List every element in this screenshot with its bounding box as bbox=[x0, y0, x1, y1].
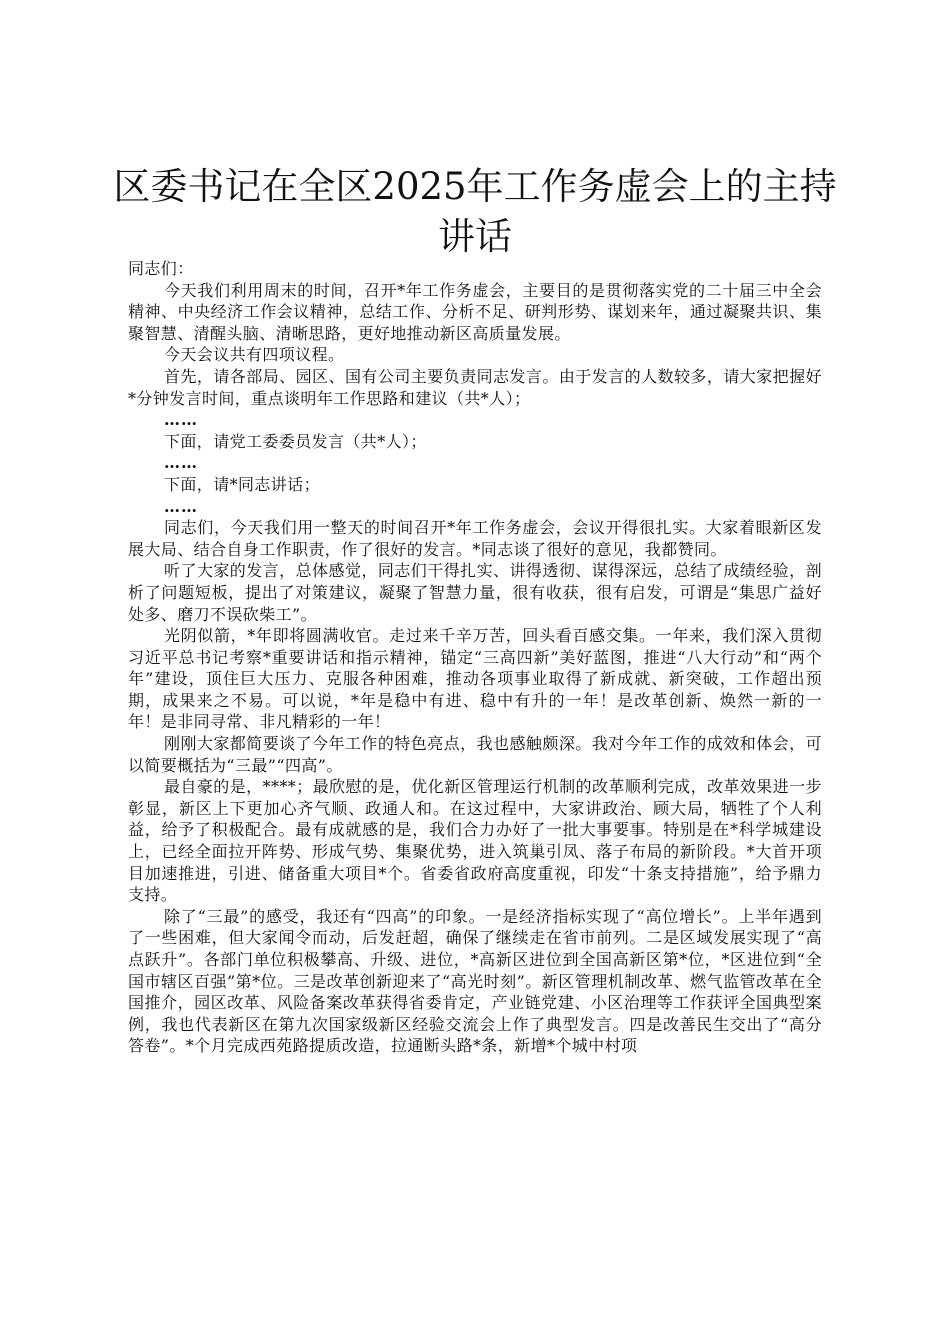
document-body bbox=[128, 258, 822, 1057]
paragraph: 下面，请*同志讲话； bbox=[164, 474, 321, 494]
paragraph: 最自豪的是，****；最欣慰的是，优化新区管理运行机制的改革顺利完成，改革效果进一步彰显，新区上下更加心齐气顺、政通人和。在这过程中，大家讲政治、顾大局，牺牲了个人利益，给予了积极配合。最有成就感的是，我们合力办好了一批大事要事。特别是在*科学城建设上，已经全面拉开阵势、形成气势、集聚优势，进入筑巢引凤、落子布局的新阶段。*大首开项目加速推进，引进、储备重大项目*个。省委省政府高度重视，印发“十条支持措施”，给予鼎力支持。 bbox=[128, 777, 822, 905]
paragraph: 同志们，今天我们用一整天的时间召开*年工作务虚会，会议开得很扎实。大家着眼新区发展大局、结合自身工作职责，作了很好的发言。*同志谈了很好的意见，我都赞同。 bbox=[128, 518, 822, 559]
paragraph: 听了大家的发言，总体感觉，同志们干得扎实、讲得透彻、谋得深远，总结了成绩经验，剖析了问题短板，提出了对策建议，凝聚了智慧力量，很有收获，很有启发，可谓是“集思广益好处多、磨刀不误砍柴工”。 bbox=[128, 561, 822, 624]
document-title: 区委书记在全区2025年工作务虚会上的主持讲话 bbox=[113, 165, 837, 258]
paragraph: 光阴似箭，*年即将圆满收官。走过来千辛万苦，回头看百感交集。一年来，我们深入贯彻习近平总书记考察*重要讲话和指示精神，锚定“三高四新”美好蓝图，推进“八大行动”和“两个年”建设，顶住巨大压力、克服各种困难，推动各项事业取得了新成就、新突破，工作超出预期，成果来之不易。可以说，*年是稳中有进、稳中有升的一年！是改革创新、焕然一新的一年！是非同寻常、非凡精彩的一年！ bbox=[128, 626, 822, 732]
ellipsis-line: …… bbox=[164, 496, 198, 516]
paragraph: 今天会议共有四项议程。 bbox=[164, 345, 345, 365]
paragraph: 今天我们利用周末的时间，召开*年工作务虚会，主要目的是贯彻落实党的二十届三中全会精神、中央经济工作会议精神，总结工作、分析不足、研判形势、谋划来年，通过凝聚共识、集聚智慧、清醒头脑、清晰思路，更好地推动新区高质量发展。 bbox=[128, 280, 822, 343]
paragraph: 首先，请各部局、园区、国有公司主要负责同志发言。由于发言的人数较多，请大家把握好*分钟发言时间，重点谈明年工作思路和建议（共*人）； bbox=[128, 366, 822, 408]
paragraph: 刚刚大家都简要谈了今年工作的特色亮点，我也感触颇深。我对今年工作的成效和体会，可以简要概括为“三最”“四高”。 bbox=[128, 734, 822, 775]
paragraph: 除了“三最”的感受，我还有“四高”的印象。一是经济指标实现了“高位增长”。上半年遇到了一些困难，但大家闻令而动，后发赶超，确保了继续走在省市前列。二是区域发展实现了“高点跃升”。各部门单位积极攀高、升级、进位，*高新区进位到全国高新区第*位，*区进位到“全国市辖区百强”第*位。三是改革创新迎来了“高光时刻”。新区管理机制改革、燃气监管改革在全国推介，园区改革、风险备案改革获得省委肯定，产业链党建、小区治理等工作获评全国典型案例，我也代表新区在第九次国家级新区经验交流会上作了典型发言。四是改善民生交出了“高分答卷”。*个月完成西苑路提质改造，拉通断头路*条，新增*个城中村项 bbox=[128, 906, 822, 1056]
paragraph: 下面，请党工委委员发言（共*人）； bbox=[164, 431, 427, 451]
ellipsis-line: …… bbox=[164, 453, 198, 473]
ellipsis-line: …… bbox=[164, 410, 198, 430]
salutation: 同志们： bbox=[128, 259, 194, 278]
